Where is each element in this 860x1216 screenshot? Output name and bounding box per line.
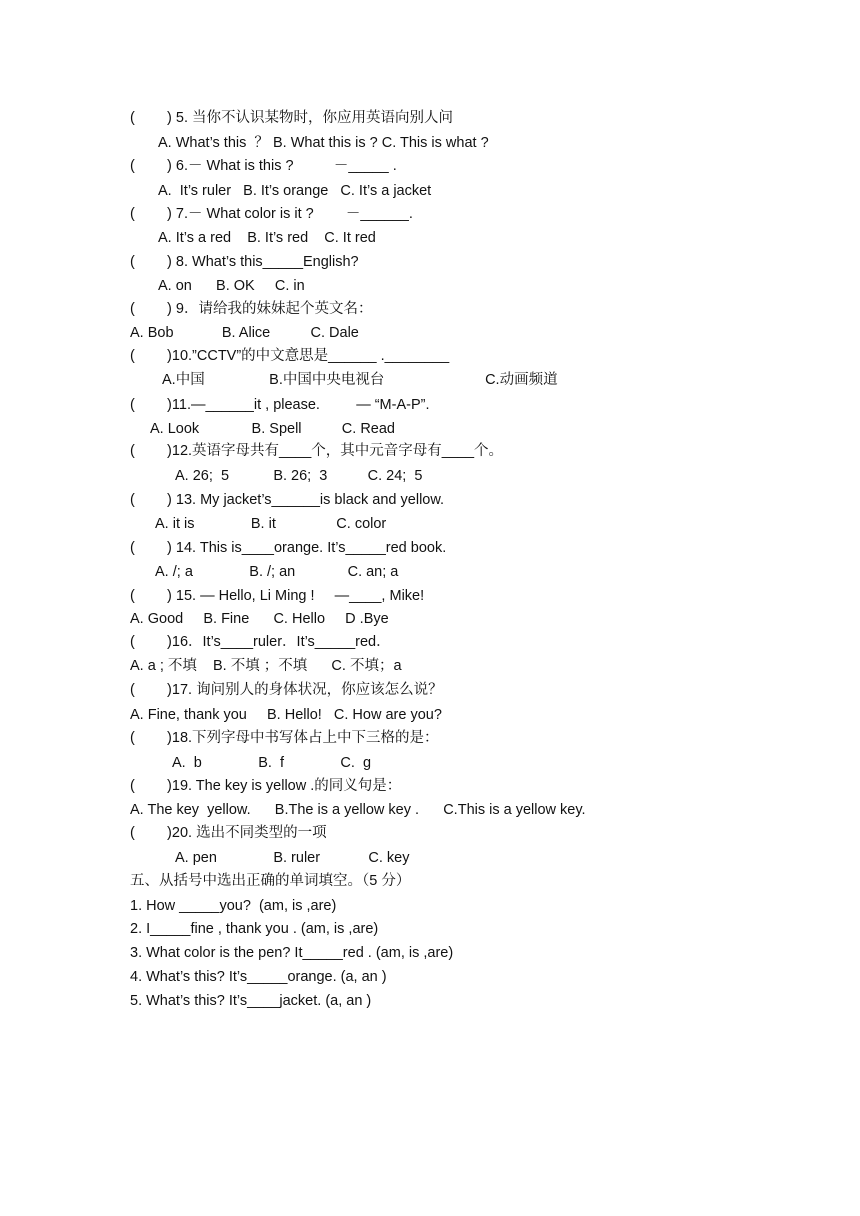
options-9: A. Bob B. Alice C. Dale xyxy=(130,325,359,341)
options-20: A. pen B. ruler C. key xyxy=(175,850,410,866)
question-16: ( )16．It’s____ruler．It’s_____red． xyxy=(130,634,391,650)
options-8: A. on B. OK C. in xyxy=(158,278,305,294)
options-19: A. The key yellow. B.The is a yellow key . C.This is a yellow key. xyxy=(130,802,586,818)
question-20: ( )20. 选出不同类型的一项 xyxy=(130,825,327,841)
fill-item-1: 1. How _____you? (am, is ,are) xyxy=(130,898,337,914)
question-14: ( ) 14. This is____orange. It’s_____red book. xyxy=(130,540,447,556)
question-13: ( ) 13. My jacket’s______is black and yellow. xyxy=(130,492,445,508)
fill-item-5: 5. What’s this? It’s____jacket. (a, an ) xyxy=(130,993,372,1009)
options-12: A. 26; 5 B. 26; 3 C. 24; 5 xyxy=(175,468,423,484)
question-15: ( ) 15. — Hello, Li Ming ! —____, Mike! xyxy=(130,588,425,604)
options-5: A. What’s this ？ B. What this is ? C. This is what ? xyxy=(158,135,489,151)
question-12: ( )12.英语字母共有____个，其中元音字母有____个。 xyxy=(130,443,504,459)
options-15: A. Good B. Fine C. Hello D .Bye xyxy=(130,611,389,627)
options-18: A. b B. f C. g xyxy=(172,755,372,771)
question-7: ( ) 7.－ What color is it ? －______. xyxy=(130,206,413,222)
options-16: A. a ; 不填 B. 不填 ；不填 C. 不填；a xyxy=(130,658,402,674)
options-17: A. Fine, thank you B. Hello! C. How are you? xyxy=(130,707,442,723)
question-5: ( ) 5. 当你不认识某物时，你应用英语向别人问 xyxy=(130,110,454,126)
question-18: ( )18.下列字母中书写体占上中下三格的是： xyxy=(130,730,439,746)
options-7: A. It’s a red B. It’s red C. It red xyxy=(158,230,376,246)
fill-item-4: 4. What’s this? It’s_____orange. (a, an ) xyxy=(130,969,387,985)
question-9: ( ) 9．请给我的妹妹起个英文名： xyxy=(130,301,373,317)
question-10: ( )10.”CCTV”的中文意思是______ .________ xyxy=(130,348,450,364)
options-10: A.中国 B.中国中央电视台 C.动画频道 xyxy=(162,372,558,388)
question-8: ( ) 8. What’s this_____English? xyxy=(130,254,359,270)
question-11: ( )11.—______it , please. — “M-A-P”. xyxy=(130,397,430,413)
options-14: A. /; a B. /; an C. an; a xyxy=(155,564,399,580)
question-17: ( )17. 询问别人的身体状况，你应该怎么说？ xyxy=(130,682,443,698)
section-5-heading: 五、从括号中选出正确的单词填空。（5 分） xyxy=(130,873,411,889)
fill-item-3: 3. What color is the pen? It_____red . (am, is ,are) xyxy=(130,945,454,961)
question-6: ( ) 6.－ What is this ? －_____ . xyxy=(130,158,397,174)
options-11: A. Look B. Spell C. Read xyxy=(150,421,395,437)
options-13: A. it is B. it C. color xyxy=(155,516,387,532)
options-6: A. It’s ruler B. It’s orange C. It’s a jacket xyxy=(158,183,432,199)
fill-item-2: 2. I_____fine , thank you . (am, is ,are) xyxy=(130,921,379,937)
question-19: ( )19. The key is yellow .的同义句是： xyxy=(130,778,402,794)
